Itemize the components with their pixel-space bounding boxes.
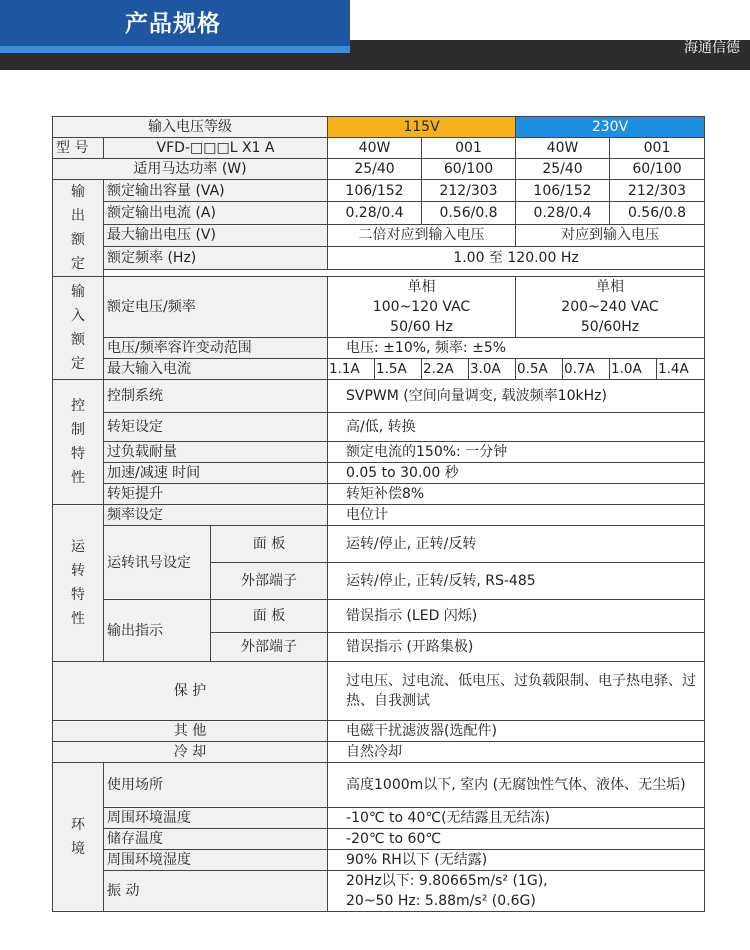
torque-boost-label: 转矩提升 — [104, 484, 328, 505]
humidity-value: 90% RH以下 (无结露) — [328, 850, 705, 871]
run-external-value: 运转/停止, 正转/反转, RS-485 — [328, 563, 705, 600]
others-value: 电磁干扰滤波器(选配件) — [328, 721, 705, 742]
header-accent-stripe — [0, 46, 350, 53]
location-value: 高度1000m以下, 室内 (无腐蚀性气体、液体、无尘垢) — [328, 763, 705, 808]
rated-capacity-label: 额定输出容量 (VA) — [104, 180, 328, 202]
row-control-system — [53, 380, 705, 413]
control-group-label: 控 制 特 性 — [53, 380, 104, 505]
input-current-value: 0.5A — [516, 359, 563, 380]
input-current-value: 0.7A — [563, 359, 610, 380]
voltage-115v-header: 115V — [328, 117, 516, 138]
freq-setting-value: 电位计 — [328, 505, 705, 526]
row-cooling — [53, 742, 705, 763]
model-col: 40W — [516, 138, 610, 159]
row-rated-current — [53, 202, 705, 224]
torque-setting-label: 转矩设定 — [104, 413, 328, 442]
control-system-value: SVPWM (空间向量调变, 载波频率10kHz) — [328, 380, 705, 413]
rated-current-label: 额定输出电流 (A) — [104, 202, 328, 224]
voltage-230v-header: 230V — [516, 117, 705, 138]
input-current-value: 2.2A — [422, 359, 469, 380]
max-voltage-230: 对应到输入电压 — [516, 224, 705, 246]
accel-label: 加速/减速 时间 — [104, 463, 328, 484]
run-panel-value: 运转/停止, 正转/反转 — [328, 526, 705, 563]
vf-115-phase: 单相 — [407, 279, 436, 295]
row-run-panel — [53, 526, 705, 563]
row-spacer-output — [53, 269, 705, 277]
capacity-value: 106/152 — [516, 180, 610, 202]
row-torque-setting — [53, 413, 705, 442]
freq-setting-label: 频率设定 — [104, 505, 328, 526]
input-current-value: 1.4A — [657, 359, 705, 380]
others-label: 其 他 — [53, 721, 328, 742]
env-group-label: 环 境 — [53, 763, 104, 912]
model-label: 型 号 — [53, 138, 104, 159]
run-group-label: 运 转 特 性 — [53, 505, 104, 662]
row-model — [53, 138, 705, 159]
input-voltage-class-label: 输入电压等级 — [53, 117, 328, 138]
row-rated-vf — [53, 277, 705, 338]
row-rated-frequency — [53, 247, 705, 269]
vf-230-voltage: 200~240 VAC — [561, 299, 659, 315]
motor-power-label: 适用马达功率 (W) — [53, 159, 328, 180]
ambient-temp-label: 周围环境温度 — [104, 808, 328, 829]
capacity-value: 212/303 — [610, 180, 705, 202]
current-value: 0.28/0.4 — [328, 202, 422, 224]
output-group-label: 输 出 额 定 — [53, 180, 104, 277]
row-overload — [53, 442, 705, 463]
storage-temp-label: 储存温度 — [104, 829, 328, 850]
vf-230-phase: 单相 — [596, 279, 625, 295]
row-humidity — [53, 850, 705, 871]
overload-label: 过负载耐量 — [104, 442, 328, 463]
max-voltage-label: 最大输出电压 (V) — [104, 224, 328, 246]
rated-freq-value: 1.00 至 120.00 Hz — [328, 247, 705, 269]
cooling-value: 自然冷却 — [328, 742, 705, 763]
run-panel-label: 面 板 — [211, 526, 328, 563]
input-current-value: 3.0A — [469, 359, 516, 380]
current-value: 0.28/0.4 — [516, 202, 610, 224]
vibration-label: 振 动 — [104, 871, 328, 912]
ambient-temp-value: -10℃ to 40℃(无结露且无结冻) — [328, 808, 705, 829]
motor-power-value: 60/100 — [610, 159, 705, 180]
row-rated-capacity — [53, 180, 705, 202]
out-external-label: 外部端子 — [211, 633, 328, 662]
vibration-value — [328, 871, 705, 912]
control-system-label: 控制系统 — [104, 380, 328, 413]
tolerance-label: 电压/频率容许变动范围 — [104, 338, 328, 359]
row-vibration — [53, 871, 705, 912]
current-value: 0.56/0.8 — [610, 202, 705, 224]
vf-115-freq: 50/60 Hz — [390, 319, 453, 335]
current-value: 0.56/0.8 — [422, 202, 516, 224]
humidity-label: 周围环境湿度 — [104, 850, 328, 871]
run-external-label: 外部端子 — [211, 563, 328, 600]
vf-230-cell — [516, 277, 705, 338]
output-indicator-label: 输出指示 — [104, 600, 211, 662]
vf-230-freq: 50/60Hz — [580, 319, 640, 335]
motor-power-value: 60/100 — [422, 159, 516, 180]
run-signal-label: 运转讯号设定 — [104, 526, 211, 600]
model-col: 001 — [610, 138, 705, 159]
storage-temp-value: -20℃ to 60℃ — [328, 829, 705, 850]
input-current-value: 1.5A — [375, 359, 422, 380]
brand-name: 海通信德 — [684, 40, 740, 56]
protection-value: 过电压、过电流、低电压、过负载限制、电子热电驿、过热、自我测试 — [328, 662, 705, 721]
accel-value: 0.05 to 30.00 秒 — [328, 463, 705, 484]
row-out-panel — [53, 600, 705, 633]
protection-label: 保 护 — [53, 662, 328, 721]
input-current-value: 1.0A — [610, 359, 657, 380]
row-location — [53, 763, 705, 808]
rated-vf-label: 额定电压/频率 — [104, 277, 328, 338]
max-voltage-115: 二倍对应到输入电压 — [328, 224, 516, 246]
input-current-value: 1.1A — [328, 359, 375, 380]
model-col: 40W — [328, 138, 422, 159]
capacity-value: 106/152 — [328, 180, 422, 202]
out-external-value: 错误指示 (开路集极) — [328, 633, 705, 662]
row-motor-power — [53, 159, 705, 180]
tolerance-value: 电压: ±10%, 频率: ±5% — [328, 338, 705, 359]
overload-value: 额定电流的150%: 一分钟 — [328, 442, 705, 463]
row-storage-temp — [53, 829, 705, 850]
spec-table — [52, 116, 705, 912]
vibration-line-1: 20Hz以下: 9.80665m/s² (1G), — [346, 873, 548, 889]
row-torque-boost — [53, 484, 705, 505]
motor-power-value: 25/40 — [516, 159, 610, 180]
cooling-label: 冷 却 — [53, 742, 328, 763]
vf-115-voltage: 100~120 VAC — [372, 299, 471, 315]
row-tolerance — [53, 338, 705, 359]
row-input-voltage-class — [53, 117, 705, 138]
row-protection — [53, 662, 705, 721]
torque-boost-value: 转矩补偿8% — [328, 484, 705, 505]
vf-115-cell — [328, 277, 516, 338]
torque-setting-value: 高/低, 转换 — [328, 413, 705, 442]
out-panel-value: 错误指示 (LED 闪烁) — [328, 600, 705, 633]
rated-freq-label: 额定频率 (Hz) — [104, 247, 328, 269]
out-panel-label: 面 板 — [211, 600, 328, 633]
model-col: 001 — [422, 138, 516, 159]
row-max-output-voltage — [53, 224, 705, 246]
capacity-value: 212/303 — [422, 180, 516, 202]
row-accel — [53, 463, 705, 484]
row-freq-setting — [53, 505, 705, 526]
motor-power-value: 25/40 — [328, 159, 422, 180]
location-label: 使用场所 — [104, 763, 328, 808]
row-others — [53, 721, 705, 742]
max-input-current-label: 最大输入电流 — [104, 359, 328, 380]
row-ambient-temp — [53, 808, 705, 829]
model-value: VFD-□□□L X1 A — [104, 138, 328, 159]
page-title: 产品规格 — [125, 11, 221, 37]
row-max-input-current — [53, 359, 705, 380]
vibration-line-2: 20~50 Hz: 5.88m/s² (0.6G) — [346, 893, 536, 909]
input-group-label: 输 入 额 定 — [53, 277, 104, 380]
